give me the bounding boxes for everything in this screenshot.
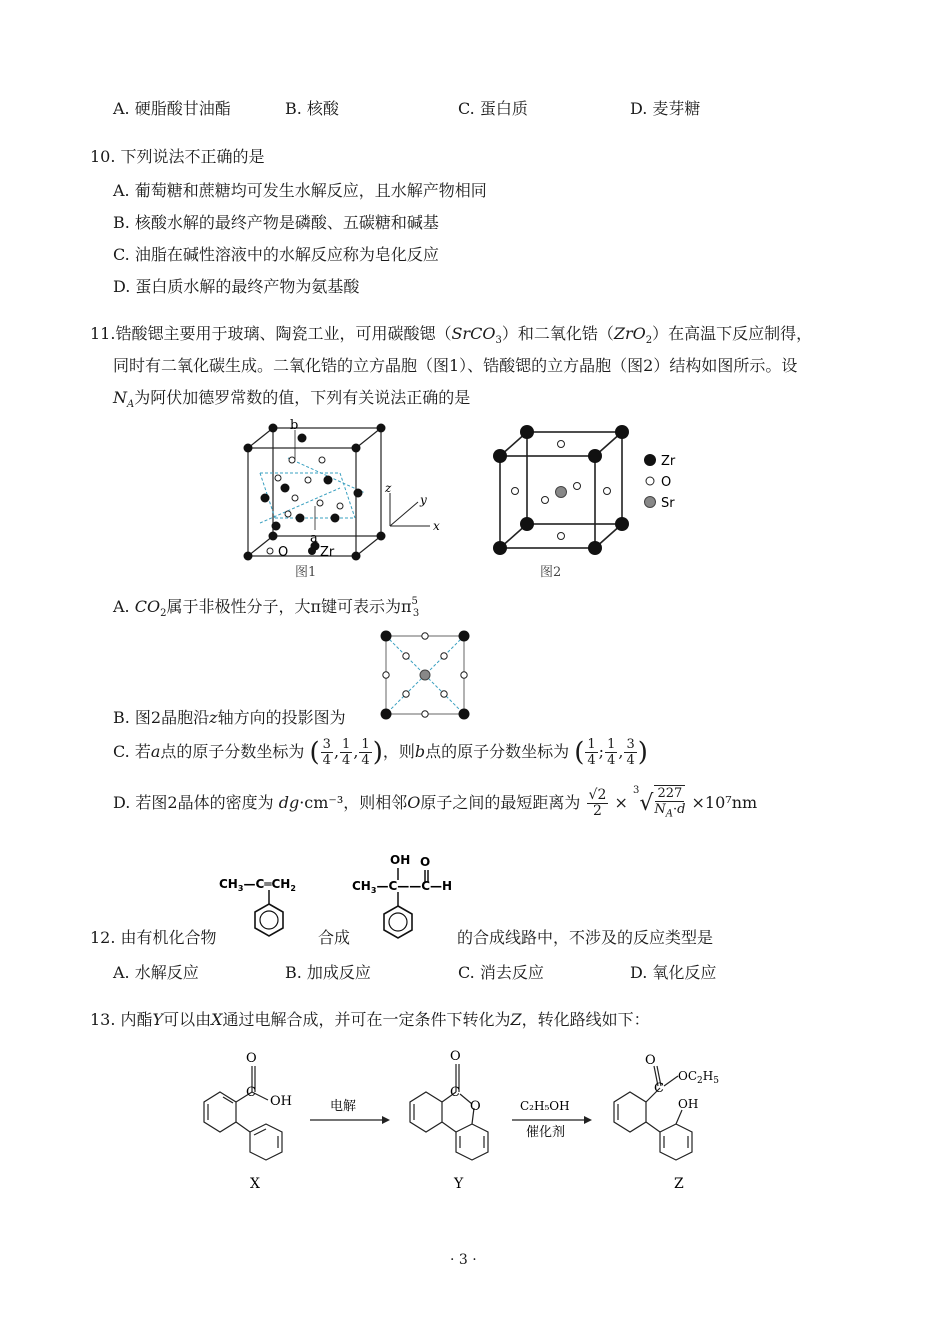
q12-option-d: D. 氧化反应 [630,963,717,982]
svg-text:O: O [278,545,289,560]
q11-projection-figure [380,630,472,722]
svg-text:O: O [246,1051,257,1066]
svg-text:b: b [290,418,299,433]
svg-text:CH3—C——C—H: $CH_3—C——C—H$ [352,879,453,895]
q13-reaction-scheme [190,1040,750,1200]
q11-option-d: D. 若图2晶体的密度为 dg·cm⁻³，则相邻O原子之间的最短距离为 $\frac{√2}{2}$ × $^3$√ $\frac{227}{N_A\cdot d}$ ×10⁷nm [113,785,758,820]
svg-text:O: O [661,475,672,490]
svg-text:C₂H₅OH: C₂H₅OH [520,1099,570,1113]
svg-text:y: y [420,493,427,507]
page-number: · 3 · [450,1252,477,1268]
svg-text:O: O [645,1053,656,1068]
svg-text:OC2H5: $OC_2H_5$ [678,1069,719,1086]
svg-text:X: X [250,1176,260,1192]
svg-text:Z: Z [674,1176,684,1192]
q12-option-c: C. 消去反应 [458,963,544,982]
q12-stem-part-3: 的合成线路中，不涉及的反应类型是 [457,928,714,947]
svg-text:O: O [470,1099,481,1114]
svg-text:Sr: Sr [661,496,675,511]
svg-text:C: C [246,1085,256,1100]
svg-text:图1: 图1 [295,565,317,580]
q13-stem: 13. 内酯Y可以由X通过电解合成，并可在一定条件下转化为Z，转化路线如下： [90,1010,650,1029]
q11-option-b: B. 图2晶胞沿z轴方向的投影图为 [113,708,346,727]
svg-text:x: x [433,519,440,533]
svg-text:Zr: Zr [320,545,335,560]
q10-option-d: D. 蛋白质水解的最终产物为氨基酸 [113,277,360,296]
svg-text:图2: 图2 [540,565,562,580]
svg-text:C: C [654,1081,664,1096]
q9-option-c: C. 蛋白质 [458,99,528,118]
q11-stem-line1: 11.锆酸锶主要用于玻璃、陶瓷工业，可用碳酸锶（SrCO$_3$）和二氧化锆（ZrO$_2$）在高温下反应制得， [90,324,813,347]
svg-text:Zr: Zr [661,454,676,469]
q10-option-a: A. 葡萄糖和蔗糖均可发生水解反应，且水解产物相同 [113,181,487,200]
q12-molecule-styrene [215,868,325,948]
svg-text:电解: 电解 [330,1099,357,1114]
q12-stem-part-1: 12. 由有机化合物 [90,928,217,947]
svg-text:C: C [450,1085,460,1100]
q11-stem-line2: 同时有二氧化碳生成。二氧化锆的立方晶胞（图1）、锆酸锶的立方晶胞（图2）结构如图所示。设 [113,356,798,375]
svg-text:OH: OH [270,1094,292,1109]
svg-text:a: a [310,531,318,546]
q9-option-b: B. 核酸 [285,99,339,118]
q10-option-b: B. 核酸水解的最终产物是磷酸、五碳糖和碱基 [113,213,439,232]
q11-option-c: C. 若a点的原子分数坐标为 ( $\frac{3}{4}$ , $\frac{1}{4}$ , $\frac{1}{4}$ )，则b点的原子分数坐标为 ( $\frac{1}{4}$ ; $\frac{1}{4}$ , $\frac{3}{4}$ ) [113,737,648,768]
q11-stem-line3: $N_A$为阿伏加德罗常数的值，下列有关说法正确的是 [113,388,471,411]
q12-option-a: A. 水解反应 [113,963,199,982]
svg-text:Y: Y [454,1176,464,1192]
svg-text:z: z [385,481,392,495]
q9-option-a: A. 硬脂酸甘油酯 [113,99,231,118]
q12-stem-part-2: 合成 [318,928,351,947]
svg-text:CH3—C═CH2: $CH_3—C═CH_2$ [219,877,296,893]
svg-text:O: O [450,1049,461,1064]
svg-text:OH: OH [678,1097,699,1111]
q10-stem: 10. 下列说法不正确的是 [90,147,265,166]
q10-option-c: C. 油脂在碱性溶液中的水解反应称为皂化反应 [113,245,439,264]
q12-option-b: B. 加成反应 [285,963,371,982]
q11-figure-1 [240,418,450,583]
svg-text:O: O [420,855,431,869]
q12-molecule-product [348,850,468,950]
q11-figure-2 [485,418,685,583]
svg-text:催化剂: 催化剂 [526,1125,566,1140]
q9-option-d: D. 麦芽糖 [630,99,701,118]
svg-text:OH: OH [390,853,411,867]
q11-option-a: A. $CO_2$属于非极性分子，大π键可表示为$\pi^5_3$ [113,595,420,620]
molecule-x [204,1066,282,1160]
